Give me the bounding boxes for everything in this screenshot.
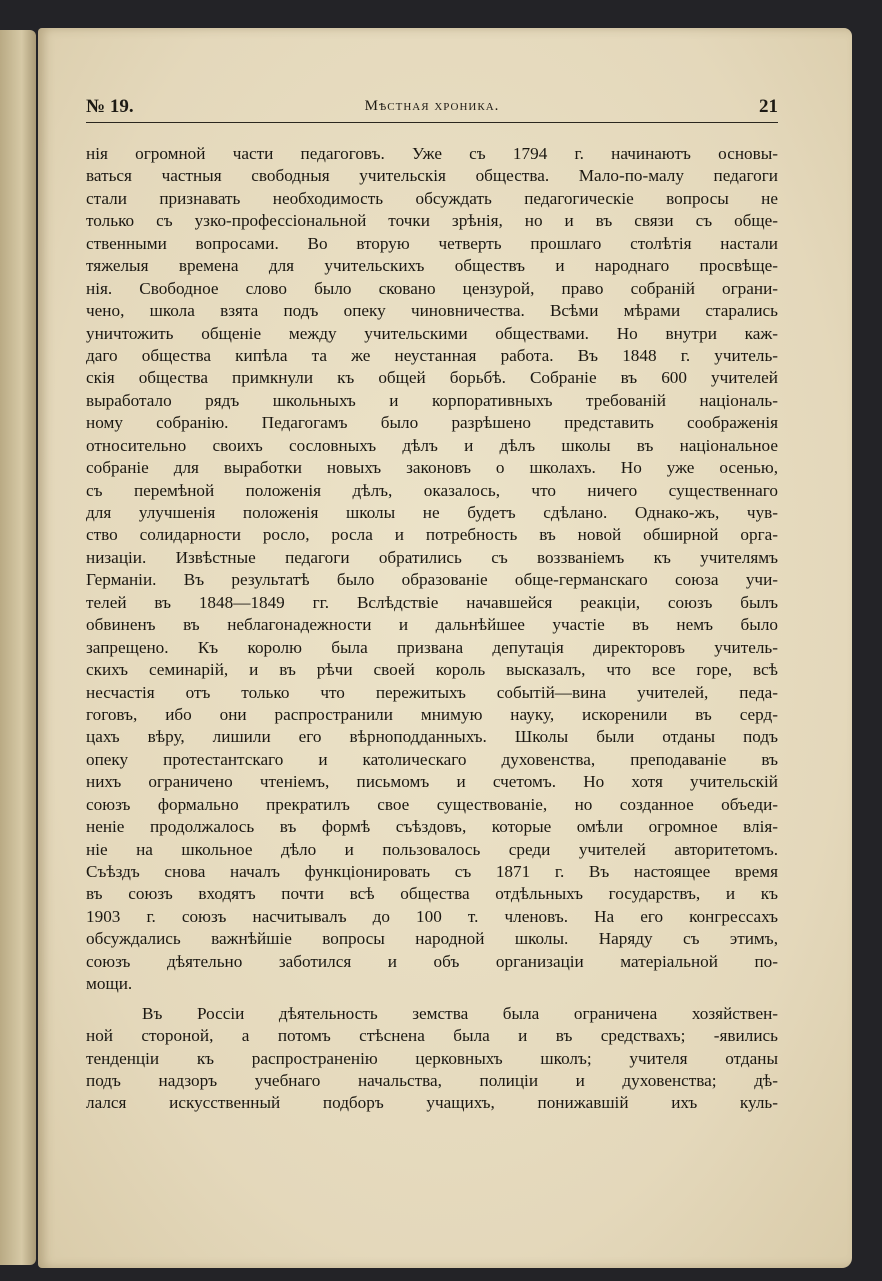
section-title: Мѣстная хроника.	[364, 98, 500, 114]
text-line: запрещено. Къ королю была призвана депутація директоровъ учитель-	[86, 637, 778, 657]
body-text	[86, 143, 778, 1115]
text-line: нія. Свободное слово было сковано цензурой, право собраній ограни-	[86, 278, 778, 298]
text-line: для улучшенія положенія школы не будетъ сдѣлано. Однако-жъ, чув-	[86, 503, 778, 522]
text-line: неніе продолжалось въ формѣ съѣздовъ, которые омѣли огромное влія-	[86, 817, 778, 837]
text-line: собраніе для выработки новыхъ законовъ о школахъ. Но уже осенью,	[86, 458, 778, 478]
previous-page-edge	[0, 30, 36, 1265]
page-number: 21	[759, 96, 778, 117]
text-line: обсуждались важнѣйшіе вопросы народной школы. Наряду съ этимъ,	[86, 929, 778, 949]
paragraph-1	[86, 143, 778, 996]
text-line: мощи.	[86, 974, 133, 994]
text-line: чено, школа взята подъ опеку чиновничества. Всѣми мѣрами старались	[86, 301, 778, 321]
text-line: стали признавать необходимость обсуждать педагогическіе вопросы не	[86, 188, 778, 208]
text-line: скія общества примкнули къ общей борьбѣ. Собраніе въ 600 учителей	[86, 368, 778, 388]
text-line: гоговъ, ибо они распространили мнимую науку, искоренили въ серд-	[86, 704, 778, 724]
text-line: ніе на школьное дѣло и пользовалось среди учителей авторитетомъ.	[86, 839, 778, 859]
text-line: ваться частныя свободныя учительскія общества. Мало-по-малу педагоги	[86, 166, 778, 186]
paragraph-gap	[86, 996, 778, 1003]
running-header	[86, 96, 778, 124]
text-line: Съѣздъ снова началъ функціонировать съ 1871 г. Въ настоящее время	[86, 862, 778, 881]
text-line: ной стороной, а потомъ стѣснена была и въ средствахъ; -явились	[86, 1026, 778, 1046]
text-line: уничтожить общеніе между учительскими обществами. Но внутри каж-	[86, 323, 778, 343]
text-line: Германіи. Въ результатѣ было образованіе обще-германскаго союза учи-	[86, 570, 778, 590]
text-line: 1903 г. союзъ насчитывалъ до 100 т. членовъ. На его конгрессахъ	[86, 906, 778, 926]
text-line: союзъ дѣятельно заботился и объ организаціи матеріальной по-	[86, 951, 778, 971]
text-line: только съ узко-профессіональной точки зрѣнія, но и въ связи съ обще-	[86, 211, 778, 231]
paragraph-2	[86, 1003, 778, 1115]
text-line: тяжелыя времена для учительскихъ обществъ и народнаго просвѣще-	[86, 256, 778, 276]
text-line: телей въ 1848—1849 гг. Вслѣдствіе начавшейся реакціи, союзъ былъ	[86, 592, 778, 612]
text-line: нія огромной части педагоговъ. Уже съ 1794 г. начинаютъ основы-	[86, 144, 778, 163]
text-line: относительно своихъ сословныхъ дѣлъ и дѣлъ школы въ національное	[86, 435, 778, 455]
text-line: ство солидарности росло, росла и потребность въ новой обширной орга-	[86, 525, 778, 545]
text-line: низаціи. Извѣстные педагоги обратились съ воззваніемъ къ учителямъ	[86, 547, 778, 567]
header-rule	[86, 122, 778, 123]
text-line: скихъ семинарій, и въ рѣчи своей король высказалъ, что все горе, всѣ	[86, 660, 778, 680]
text-line: Въ Россіи дѣятельность земства была ограничена хозяйствен-	[142, 1003, 778, 1023]
text-line: ному собранію. Педагогамъ было разрѣшено представить соображенія	[86, 413, 778, 433]
text-line: съ перемѣной положенія дѣлъ, оказалось, что ничего существеннаго	[86, 480, 778, 500]
text-line: въ союзъ входятъ почти всѣ общества отдѣльныхъ государствъ, и къ	[86, 884, 778, 904]
text-line: нихъ ограничено чтеніемъ, письмомъ и счетомъ. Но хотя учительскій	[86, 772, 778, 792]
text-line: выработало рядъ школьныхъ и корпоративныхъ требованій національ-	[86, 390, 778, 410]
text-line: опеку протестантскаго и католическаго духовенства, преподаваніе въ	[86, 749, 778, 769]
text-line: несчастія отъ только что пережитыхъ событій—вина учителей, педа-	[86, 682, 778, 702]
text-line: ственными вопросами. Во вторую четверть прошлаго столѣтія настали	[86, 233, 778, 253]
issue-number: № 19.	[86, 96, 134, 117]
text-line: подъ надзоръ учебнаго начальства, полиціи и духовенства; дѣ-	[86, 1070, 778, 1090]
text-line: даго общества кипѣла та же неустанная работа. Въ 1848 г. учитель-	[86, 345, 778, 365]
text-line: союзъ формально прекратилъ свое существованіе, но созданное объеди-	[86, 794, 778, 814]
text-line: обвиненъ въ неблагонадежности и дальнѣйшее участіе въ немъ было	[86, 615, 778, 635]
text-line: тенденціи къ распространенію церковныхъ школъ; учителя отданы	[86, 1048, 778, 1068]
text-line: лался искусственный подборъ учащихъ, понижавшій ихъ куль-	[86, 1093, 778, 1113]
text-line: цахъ вѣру, лишили его вѣрноподданныхъ. Школы были отданы подъ	[86, 727, 778, 747]
